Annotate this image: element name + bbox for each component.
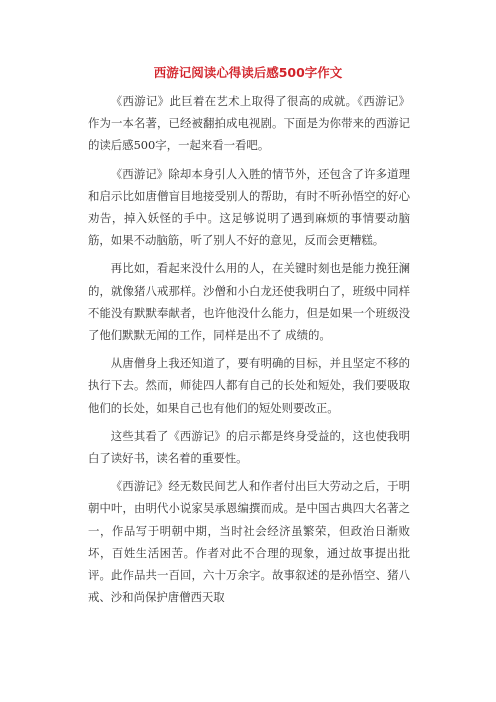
paragraph: 《西游记》除却本身引人入胜的情节外，还包含了许多道理和启示比如唐僧盲目地接受别人的帮助，有时不听孙悟空的好心劝告，掉入妖怪的手中。这足够说明了遇到麻烦的事情要动脑筋，如果不动脑筋，听了别人不好的意见，反而会更糟糕。 xyxy=(88,166,410,248)
paragraph: 《西游记》此巨着在艺术上取得了很高的成就。《西游记》作为一本名著，已经被翻拍成电视剧。下面是为你带来的西游记的读后感500字，一起来看一看吧。 xyxy=(88,94,410,153)
document-title: 西游记阅读心得读后感500字作文 xyxy=(153,65,343,80)
paragraph: 再比如，看起来没什么用的人，在关键时刻也是能力挽狂澜的，就像猪八戒那样。沙僧和小白龙还使我明白了，班级中同样不能没有默默奉献者，也许他没什么能力，但是如果一个班级没了他们默默无闻的工作，同样是出不了 成绩的。 xyxy=(88,261,410,343)
paragraph: 《西游记》经无数民间艺人和作者付出巨大劳动之后，于明朝中叶，由明代小说家吴承恩编撰而成。是中国古典四大名著之一，作品写于明朝中期，当时社会经济虽繁荣，但政治日渐败坏，百姓生活困苦。作者对此不合理的现象，通过故事提出批评。此作品共一百回，六十万余字。故事叙述的是孙悟空、猪八戒、沙和尚保护唐僧西天取 xyxy=(88,479,410,605)
document-body xyxy=(88,90,410,614)
paragraph: 这些其看了《西游记》的启示都是终身受益的，这也使我明白了读好书，读名着的重要性。 xyxy=(88,428,410,466)
paragraph: 从唐僧身上我还知道了，要有明确的目标，并且坚定不移的执行下去。然而，师徒四人都有自己的长处和短处，我们要吸取他们的长处，如果自己也有他们的短处则要改正。 xyxy=(88,356,410,415)
